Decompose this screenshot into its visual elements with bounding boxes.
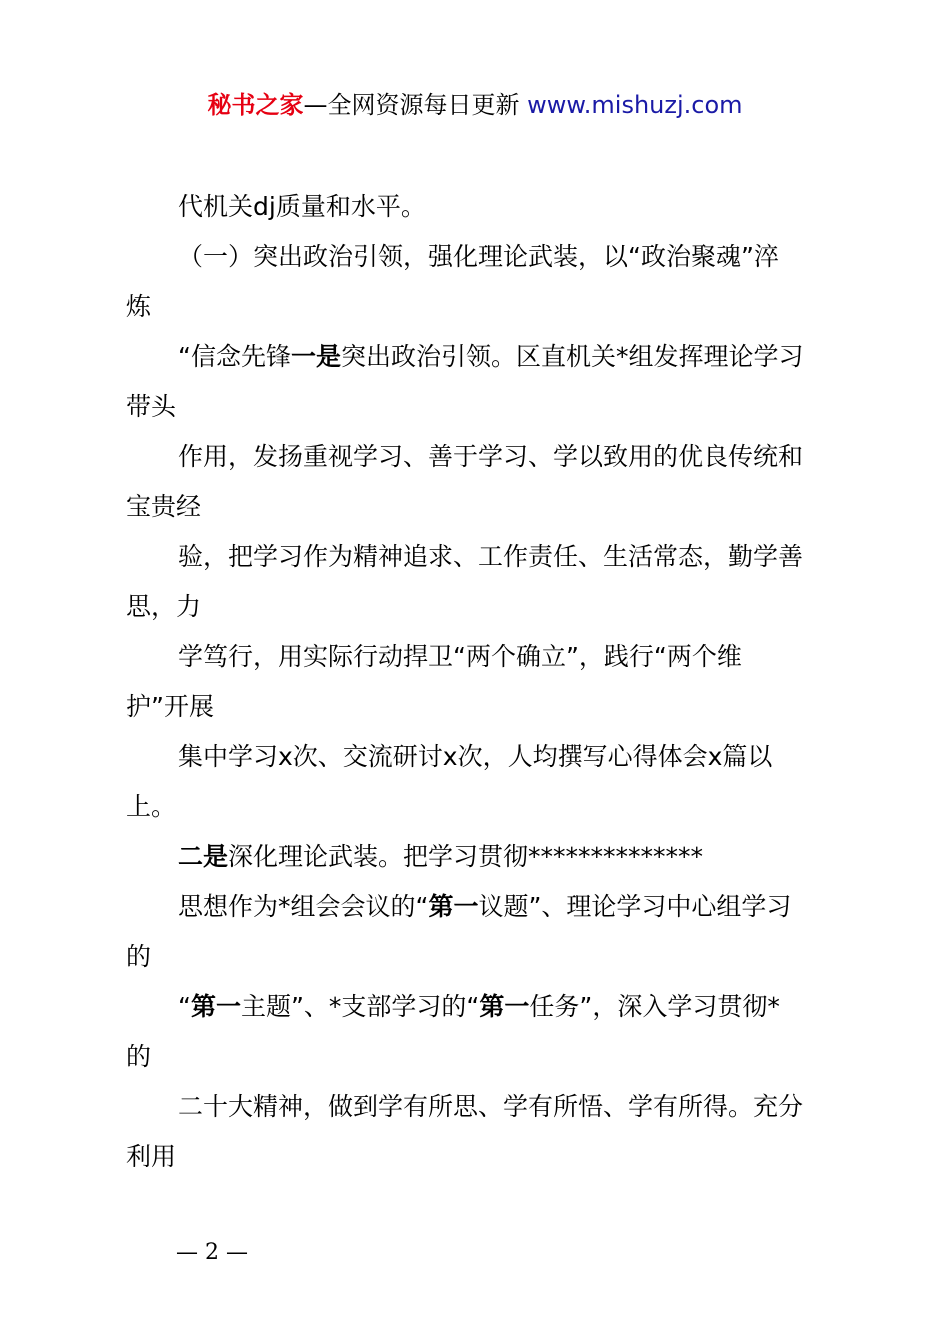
text-span: 深化理论武装。把学习贯彻************** [228,842,704,871]
text-span: 议题”、理论学习中心组学习 [478,892,792,921]
section-heading: （一）突出政治引领，强化理论武装，以“政治聚魂”淬 [178,242,779,271]
text-span: 任务”，深入学习贯彻* [529,992,780,1021]
text-line: 上。 [126,792,177,821]
text-line: 利用 [126,1142,177,1171]
site-url-link[interactable]: www.mishuzj.com [527,91,743,119]
document-body [126,182,838,1182]
text-line: 集中学习x次、交流研讨x次，人均撰写心得体会x篇以 [178,742,773,771]
text-line [126,982,838,1032]
text-line: 学笃行，用实际行动捍卫“两个确立”，践行“两个维 [178,642,742,671]
text-line: 验，把学习作为精神追求、工作责任、生活常态，勤学善 [178,542,804,571]
text-line [126,882,838,932]
text-line: 代机关dj质量和水平。 [178,192,426,221]
text-line [126,832,838,882]
bold-marker: 二是 [178,842,229,871]
text-span: “ [178,992,191,1021]
text-line: 护”开展 [126,692,214,721]
text-span: 思想作为*组会会议的“ [178,892,429,921]
brand-name: 秘书之家 [207,91,304,119]
bold-marker: 第一 [479,992,530,1021]
bold-marker: 第一 [428,892,479,921]
text-span: 突出政治引领。区直机关*组发挥理论学习 [340,342,804,371]
bold-marker: 第一 [190,992,241,1021]
text-span: 主题”、*支部学习的“ [240,992,480,1021]
text-line: 的 [126,942,152,971]
text-line: 宝贵经 [126,492,202,521]
text-line: 带头 [126,392,177,421]
text-line: 作用，发扬重视学习、善于学习、学以致用的优良传统和 [178,442,804,471]
page-number: — 2 — [176,1240,248,1265]
bold-marker: 一是 [290,342,341,371]
text-line: 思，力 [126,592,202,621]
text-span: “信念先锋 [178,342,291,371]
text-line: 二十大精神，做到学有所思、学有所悟、学有所得。充分 [178,1092,804,1121]
text-line [126,332,838,382]
text-line: 炼 [126,292,152,321]
header-tagline: —全网资源每日更新 [303,91,528,119]
text-line: 的 [126,1042,152,1071]
site-header [0,88,950,122]
